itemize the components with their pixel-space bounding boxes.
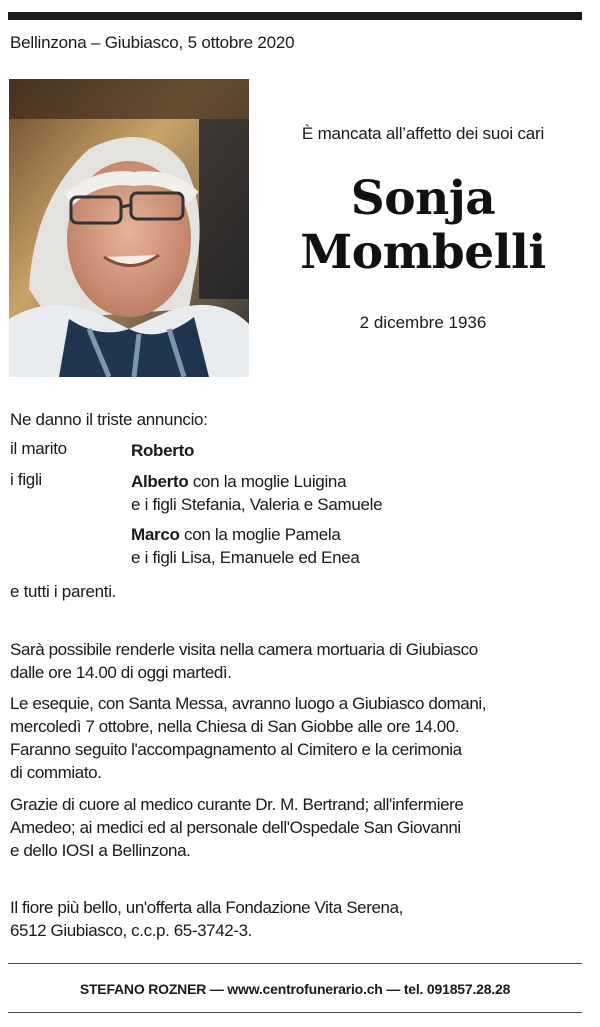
- children-label: i figli: [10, 470, 42, 489]
- birth-date: 2 dicembre 1936: [359, 313, 487, 332]
- child-family: e i figli Lisa, Emanuele ed Enea: [131, 548, 360, 567]
- paragraph-line: mercoledì 7 ottobre, nella Chiesa di San Giobbe alle ore 14.00.: [10, 717, 460, 736]
- paragraph-line: Amedeo; ai medici ed al personale dell'Ospedale San Giovanni: [10, 818, 461, 837]
- child-name: Marco: [131, 525, 180, 544]
- husband-label: il marito: [10, 439, 67, 458]
- visit-paragraph: [10, 638, 580, 684]
- child-name: Alberto: [131, 472, 189, 491]
- first-name: Sonja: [350, 171, 496, 226]
- child-detail: con la moglie Luigina: [188, 472, 347, 491]
- deceased-name: [270, 172, 576, 280]
- paragraph-line: di commiato.: [10, 763, 102, 782]
- husband-name: Roberto: [131, 441, 195, 460]
- thanks-paragraph: [10, 793, 580, 862]
- footer-contact: STEFANO ROZNER — www.centrofunerario.ch — tel. 091857.28.28: [79, 981, 511, 997]
- announcement-lead: Ne danno il triste annuncio:: [10, 410, 208, 429]
- paragraph-line: 6512 Giubiasco, c.c.p. 65-3742-3.: [10, 921, 252, 940]
- last-name: Mombelli: [300, 225, 546, 280]
- paragraph-line: e dello IOSI a Bellinzona.: [10, 841, 191, 860]
- paragraph-line: Le esequie, con Santa Messa, avranno luogo a Giubiasco domani,: [10, 694, 487, 713]
- child-family: e i figli Stefania, Valeria e Samuele: [131, 495, 383, 514]
- dateline: Bellinzona – Giubiasco, 5 ottobre 2020: [10, 33, 295, 52]
- paragraph-line: Sarà possibile renderle visita nella camera mortuaria di Giubiasco: [10, 640, 478, 659]
- portrait-photo: [9, 79, 249, 377]
- paragraph-line: Faranno seguito l'accompagnamento al Cimitero e la cerimonia: [10, 740, 462, 759]
- paragraph-line: Grazie di cuore al medico curante Dr. M. Bertrand; all'infermiere: [10, 795, 464, 814]
- footer-rule-top: [8, 963, 582, 964]
- child-entry: [131, 523, 551, 569]
- child-detail: con la moglie Pamela: [179, 525, 341, 544]
- funeral-paragraph: [10, 692, 580, 784]
- footer-rule-bottom: [8, 1012, 582, 1013]
- child-entry: [131, 470, 551, 516]
- paragraph-line: dalle ore 14.00 di oggi martedì.: [10, 663, 232, 682]
- relatives-line: e tutti i parenti.: [10, 582, 117, 601]
- top-rule: [8, 12, 582, 20]
- intro-text: È mancata all’affetto dei suoi cari: [301, 124, 545, 143]
- paragraph-line: Il fiore più bello, un'offerta alla Fondazione Vita Serena,: [10, 898, 403, 917]
- donation-paragraph: [10, 896, 580, 942]
